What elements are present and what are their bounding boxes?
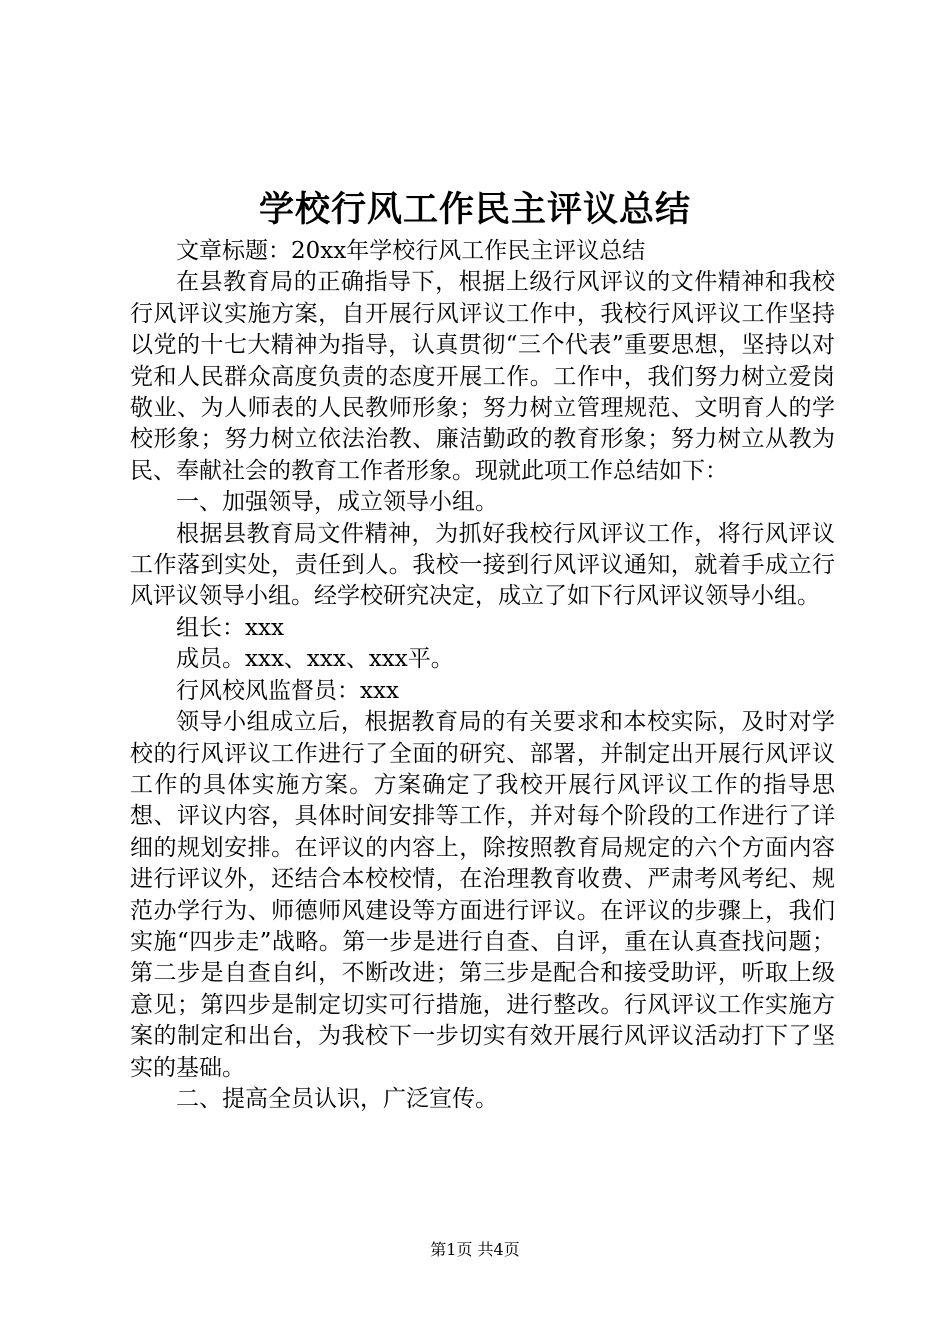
supervisor-line: 行风校风监督员：xxx bbox=[176, 677, 399, 704]
page-footer: 第1页 共4页 bbox=[430, 1240, 520, 1259]
group-leader-line: 组长：xxx bbox=[176, 614, 284, 641]
article-title-line: 文章标题：20xx年学校行风工作民主评议总结 bbox=[176, 238, 646, 264]
intro-paragraph: 在县教育局的正确指导下，根据上级行风评议的文件精神和我校行风评议实施方案，自开展行风评议工作中，我校行风评议工作坚持以党的十七大精神为指导，认真贯彻“三个代表”重要思想，坚持以对党和人民群众高度负责的态度开展工作。工作中，我们努力树立爱岗敬业、为人师表的人民教师形象；努力树立管理规范、文明育人的学校形象；努力树立依法治教、廉洁勤政的教育形象；努力树立从教为民、奉献社会的教育工作者形象。现就此项工作总结如下： bbox=[130, 269, 835, 484]
body-paragraph: 领导小组成立后，根据教育局的有关要求和本校实际，及时对学校的行风评议工作进行了全面的研究、部署，并制定出开展行风评议工作的具体实施方案。方案确定了我校开展行风评议工作的指导思想、评议内容，具体时间安排等工作，并对每个阶段的工作进行了详细的规划安排。在评议的内容上，除按照教育局规定的六个方面内容进行评议外，还结合本校校情，在治理教育收费、严肃考风考纪、规范办学行为、师德师风建设等方面进行评议。在评议的步骤上，我们实施“四步走”战略。第一步是进行自查、自评，重在认真查找问题；第二步是自查自纠，不断改进；第三步是配合和接受助评，听取上级意见；第四步是制定切实可行措施，进行整改。行风评议工作实施方案的制定和出台，为我校下一步切实有效开展行风评议活动打下了坚实的基础。 bbox=[130, 709, 835, 1081]
group-members-line: 成员。xxx、xxx、xxx平。 bbox=[176, 646, 454, 673]
document-body bbox=[130, 236, 835, 1115]
section-heading-1: 一、加强领导，成立领导小组。 bbox=[176, 489, 498, 516]
section-heading-2: 二、提高全员认识，广泛宣传。 bbox=[176, 1085, 498, 1112]
body-paragraph: 根据县教育局文件精神，为抓好我校行风评议工作，将行风评议工作落到实处，责任到人。我校一接到行风评议通知，就着手成立行风评议领导小组。经学校研究决定，成立了如下行风评议领导小组。 bbox=[130, 520, 835, 610]
document-title: 学校行风工作民主评议总结 bbox=[258, 189, 691, 230]
